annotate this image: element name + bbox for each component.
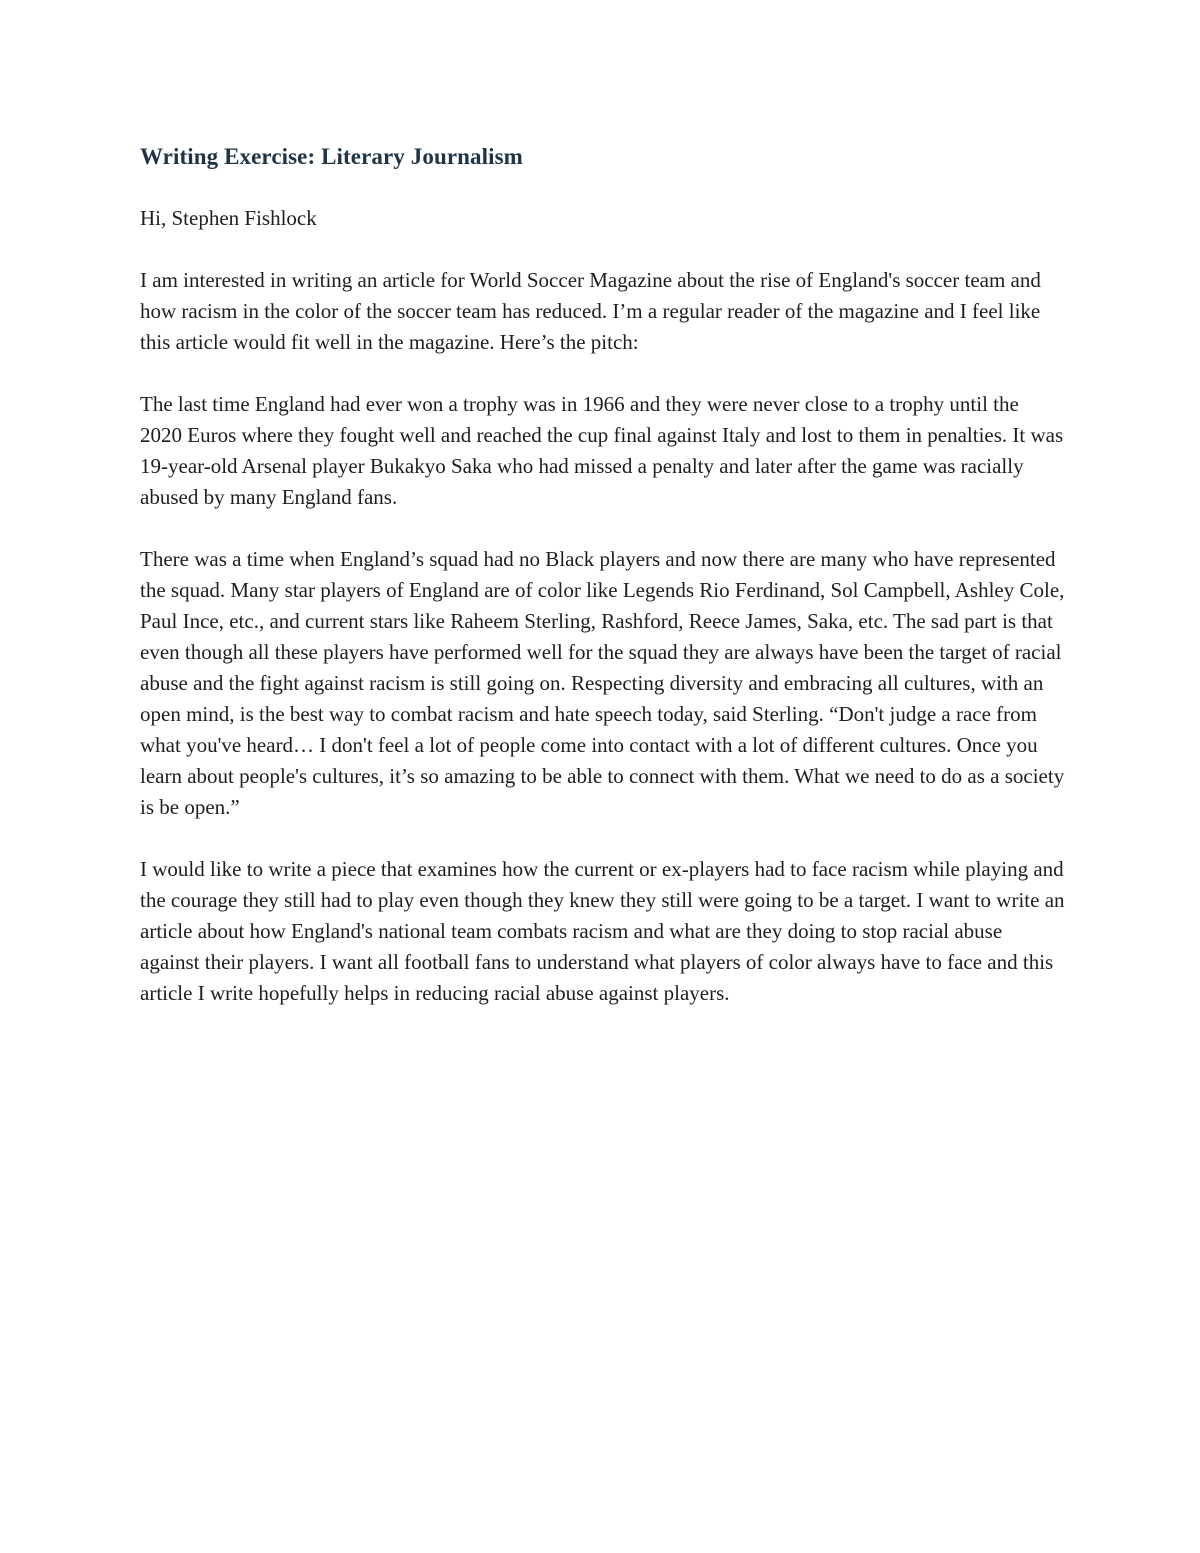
- paragraph-proposal: I would like to write a piece that examines how the current or ex-players had to face racism while playing and the courage they still had to play even though they knew they still were going to be a target. I want to write an article about how England's national team combats racism and what are they doing to stop racial abuse against their players. I want all football fans to understand what players of color always have to face and this article I write hopefully helps in reducing racial abuse against players.: [140, 857, 1065, 1005]
- document-title: Writing Exercise: Literary Journalism: [140, 144, 523, 169]
- paragraph-intro: I am interested in writing an article for World Soccer Magazine about the rise of England's soccer team and how racism in the color of the soccer team has reduced. I’m a regular reader of the magazine and I feel like this article would fit well in the magazine. Here’s the pitch:: [140, 268, 1041, 354]
- paragraph-players: There was a time when England’s squad had no Black players and now there are many who have represented the squad. Many star players of England are of color like Legends Rio Ferdinand, Sol Campbell, Ashley Cole, Paul Ince, etc., and current stars like Raheem Sterling, Rashford, Reece James, Saka, etc. The sad part is that even though all these players have performed well for the squad they are always have been the target of racial abuse and the fight against racism is still going on. Respecting diversity and embracing all cultures, with an open mind, is the best way to combat racism and hate speech today, said Sterling. “Don't judge a race from what you've heard… I don't feel a lot of people come into contact with a lot of different cultures. Once you learn about people's cultures, it’s so amazing to be able to connect with them. What we need to do as a society is be open.”: [140, 547, 1065, 819]
- document-body: [140, 140, 1065, 1009]
- paragraph-background: The last time England had ever won a trophy was in 1966 and they were never close to a trophy until the 2020 Euros where they fought well and reached the cup final against Italy and lost to them in penalties. It was 19-year-old Arsenal player Bukakyo Saka who had missed a penalty and later after the game was racially abused by many England fans.: [140, 392, 1064, 509]
- greeting-line: Hi, Stephen Fishlock: [140, 206, 317, 230]
